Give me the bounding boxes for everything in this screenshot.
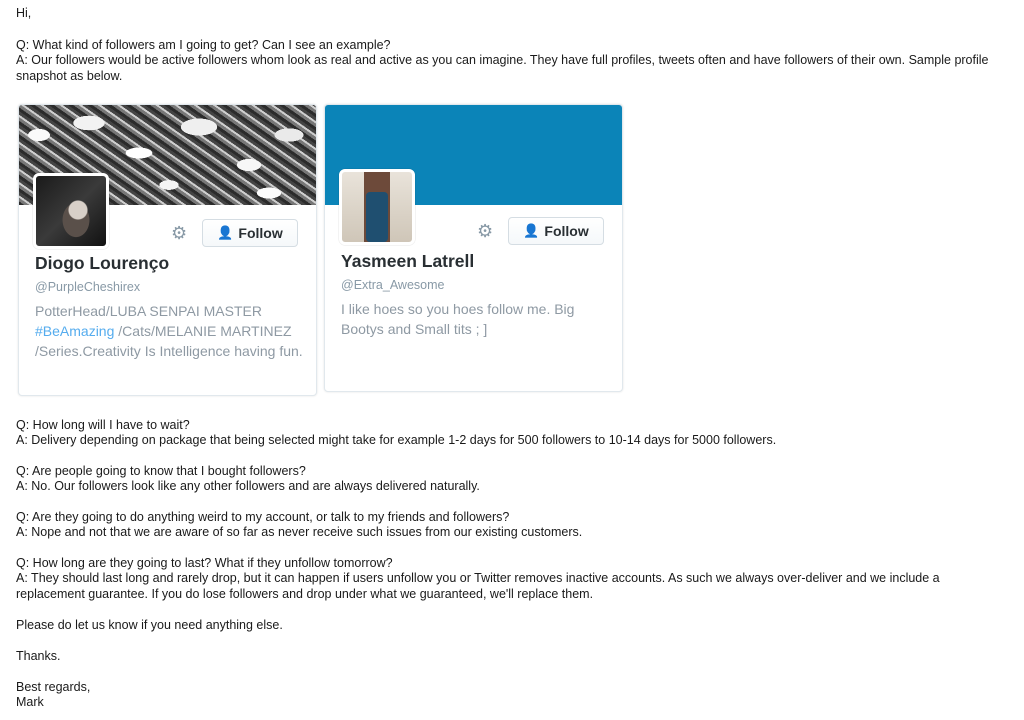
profile-handle[interactable]: @Extra_Awesome <box>341 278 445 292</box>
faq-question-1: Q: What kind of followers am I going to get? Can I see an example? <box>16 38 391 52</box>
email-greeting: Hi, <box>16 6 32 20</box>
faq-question-2: Q: How long will I have to wait? <box>16 418 190 432</box>
closing-line: Please do let us know if you need anything else. <box>16 618 283 632</box>
faq-answer-1: A: Our followers would be active followers whom look as real and active as you can imagine. They have full profiles, tweets often and have followers of their own. Sample profile snapshot as below. <box>16 53 989 83</box>
profile-name[interactable]: Diogo Lourenço <box>35 253 170 273</box>
faq-answer-2: A: Delivery depending on package that being selected might take for example 1-2 days for 500 followers to 10-14 days for 5000 followers. <box>16 433 777 447</box>
signature: Mark <box>16 695 44 709</box>
faq-question-3: Q: Are people going to know that I bought followers? <box>16 464 306 478</box>
faq-question-5: Q: How long are they going to last? What if they unfollow tomorrow? <box>16 556 393 570</box>
profile-card-diogo <box>18 104 317 396</box>
follow-button-label: Follow <box>238 225 283 241</box>
faq-answer-5: A: They should last long and rarely drop, but it can happen if users unfollow you or Twitter removes inactive accounts. As such we always over-deliver and we include a replacement guarantee. If you do lose followers and drop under what we guaranteed, we'll replace them. <box>16 571 940 601</box>
avatar[interactable] <box>339 169 415 245</box>
follow-button[interactable] <box>508 217 604 245</box>
add-user-icon: 👤 <box>217 225 234 240</box>
follow-button[interactable] <box>202 219 298 247</box>
thanks-line: Thanks. <box>16 649 61 663</box>
profile-card-yasmeen <box>324 104 623 392</box>
bio-text: /Cats/MELANIE MARTINEZ /Series.Creativity Is Intelligence having fun. <box>35 323 303 359</box>
follow-button-label: Follow <box>544 223 589 239</box>
faq-answer-4: A: Nope and not that we are aware of so far as never receive such issues from our existing customers. <box>16 525 583 539</box>
gear-icon[interactable]: ⚙ <box>477 221 494 241</box>
hashtag-link[interactable]: #BeAmazing <box>35 323 115 339</box>
avatar[interactable] <box>33 173 109 249</box>
profile-bio <box>35 301 307 361</box>
profile-bio: I like hoes so you hoes follow me. Big Bootys and Small tits ; ] <box>341 301 575 337</box>
gear-icon[interactable]: ⚙ <box>171 223 188 243</box>
bio-text: PotterHead/LUBA SENPAI MASTER <box>35 303 262 319</box>
faq-answer-3: A: No. Our followers look like any other followers and are always delivered naturally. <box>16 479 480 493</box>
regards-line: Best regards, <box>16 680 91 694</box>
profile-handle[interactable]: @PurpleCheshirex <box>35 280 141 294</box>
add-user-icon: 👤 <box>523 223 540 238</box>
profile-name[interactable]: Yasmeen Latrell <box>341 251 475 271</box>
faq-question-4: Q: Are they going to do anything weird to my account, or talk to my friends and followers? <box>16 510 510 524</box>
